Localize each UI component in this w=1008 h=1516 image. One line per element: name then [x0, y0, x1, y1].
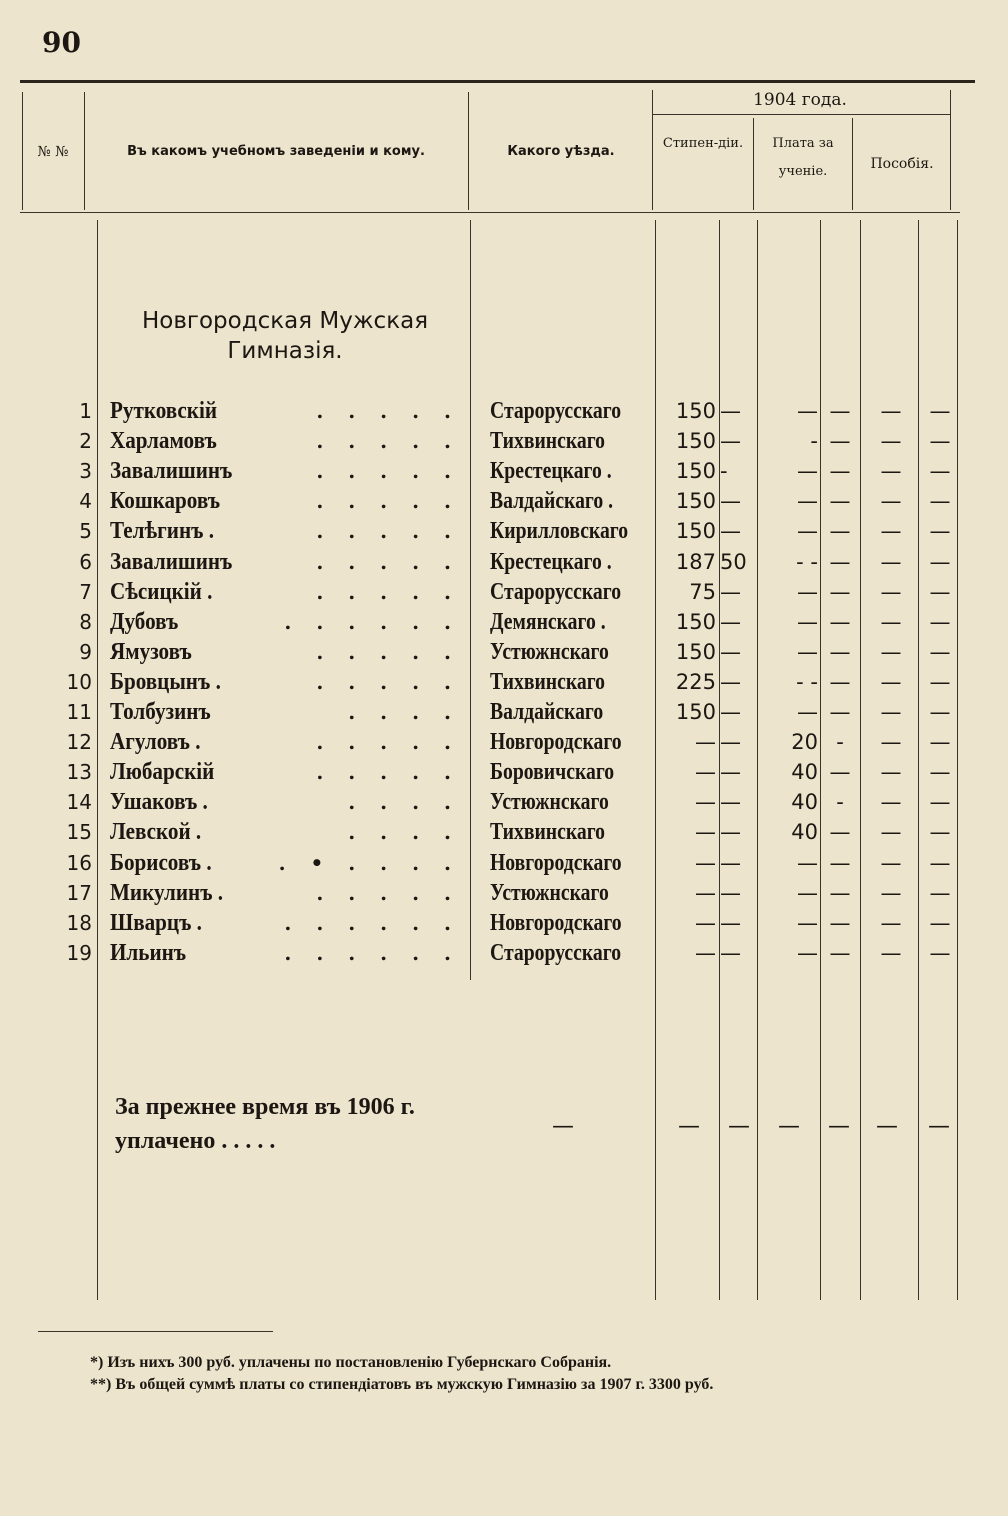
allowance-kopecks: — — [929, 489, 951, 514]
student-name: Микулинъ . — [110, 879, 224, 906]
district-name: Тихвинскаго — [490, 668, 606, 695]
district-name: Новгородскаго — [490, 909, 622, 936]
allowance-value: — — [880, 669, 902, 694]
table-top-rule — [20, 80, 975, 83]
district-name: Валдайскаго — [490, 699, 604, 725]
leader-dots: . . . . — [348, 790, 460, 815]
header-bottom-rule — [20, 212, 960, 213]
row-number: 16 — [66, 850, 92, 875]
header-num: № № — [37, 144, 69, 160]
allowance-value: — — [880, 489, 902, 514]
tuition-value: - — [810, 429, 818, 454]
allowance-kopecks: — — [929, 399, 951, 423]
header-vline — [84, 92, 85, 210]
allowance-value: — — [880, 940, 902, 965]
district-name: Устюжнскаго — [490, 879, 609, 906]
row-number: 8 — [79, 609, 92, 634]
tuition-value: — — [797, 700, 818, 724]
allowance-value: — — [880, 639, 902, 664]
section-title: Новгородская Мужская Гимназія. — [141, 308, 429, 364]
stipend-value: 150 — [675, 459, 716, 484]
tuition-value: — — [797, 519, 818, 544]
stipend-value: — — [695, 880, 716, 905]
leader-dots: . • . . . . — [278, 850, 460, 875]
stipend-kopecks: — — [720, 940, 741, 965]
leader-dots: . . . . . — [316, 489, 460, 514]
header-vline — [652, 90, 653, 210]
leader-dots: . . . . . — [316, 399, 460, 423]
table-row — [0, 787, 1008, 817]
stipend-value: 187 — [675, 549, 716, 574]
allowance-kopecks: — — [929, 820, 951, 845]
allowance-value: — — [880, 790, 902, 815]
stipend-kopecks: 50 — [720, 549, 747, 574]
student-name: Шварцъ . — [110, 909, 202, 936]
allowance-value: — — [880, 519, 902, 544]
tuition-value: 20 — [791, 730, 818, 755]
stipend-kopecks: — — [720, 880, 741, 905]
tuition-kopecks: — — [829, 700, 851, 724]
stipend-kopecks: — — [720, 790, 741, 815]
summary-district: — — [552, 1114, 574, 1139]
table-row — [0, 577, 1008, 607]
district-name: Тихвинскаго — [490, 428, 606, 455]
leader-dots: . . . . . — [316, 639, 460, 664]
tuition-value: — — [797, 940, 818, 965]
footnote-rule — [38, 1331, 273, 1332]
footnote-1: *) Изъ нихъ 300 руб. уплачены по постановленію Губернскаго Собранія. — [90, 1354, 612, 1371]
district-name: Устюжнскаго — [490, 789, 609, 816]
allowance-kopecks: — — [929, 609, 951, 634]
allowance-kopecks: — — [929, 850, 951, 875]
tuition-kopecks: — — [829, 549, 851, 574]
student-name: Телѣгинъ . — [110, 518, 214, 545]
leader-dots: . . . . — [348, 820, 460, 845]
stipend-value: — — [695, 910, 716, 935]
allowance-kopecks: — — [929, 700, 951, 724]
tuition-value: - - — [796, 549, 818, 574]
stipend-kopecks: — — [720, 489, 741, 514]
stipend-kopecks: — — [720, 609, 741, 634]
tuition-value: — — [797, 489, 818, 514]
table-row — [0, 486, 1008, 516]
district-name: Тихвинскаго — [490, 819, 606, 846]
stipend-value: — — [695, 730, 716, 755]
summary-v5: — — [876, 1114, 898, 1139]
table-row — [0, 607, 1008, 637]
stipend-kopecks: — — [720, 760, 741, 785]
allowance-kopecks: — — [929, 880, 951, 905]
page-number: 90 — [42, 26, 81, 59]
allowance-kopecks: — — [929, 459, 951, 484]
tuition-value: — — [797, 910, 818, 935]
table-row — [0, 547, 1008, 577]
stipend-kopecks: — — [720, 669, 741, 694]
district-name: Валдайскаго . — [490, 488, 614, 515]
table-row — [0, 727, 1008, 757]
leader-dots: . . . . . — [316, 669, 460, 694]
header-year-group: 1904 года. — [753, 90, 847, 110]
row-number: 17 — [66, 880, 92, 905]
stipend-value: — — [695, 820, 716, 845]
table-row — [0, 516, 1008, 546]
footnote-2: **) Въ общей суммѣ платы со стипендіатовъ въ мужскую Гимназію за 1907 г. 3300 руб. — [90, 1376, 714, 1393]
leader-dots: . . . . . — [316, 459, 460, 484]
header-vline — [468, 92, 469, 210]
header-tuition: Плата за ученіе. — [772, 136, 834, 179]
tuition-kopecks: — — [829, 940, 851, 965]
district-name: Демянскаго . — [490, 608, 606, 635]
district-name: Старорусскаго — [490, 398, 622, 424]
allowance-kopecks: — — [929, 790, 951, 815]
table-row — [0, 396, 1008, 426]
stipend-value: 150 — [675, 609, 716, 634]
stipend-kopecks: — — [720, 850, 741, 875]
leader-dots: . . . . . — [316, 880, 460, 905]
district-name: Устюжнскаго — [490, 638, 609, 665]
leader-dots: . . . . . — [316, 429, 460, 454]
stipend-kopecks: — — [720, 519, 741, 544]
stipend-value: 150 — [675, 700, 716, 724]
stipend-value: — — [695, 850, 716, 875]
allowance-value: — — [880, 880, 902, 905]
tuition-value: - - — [796, 669, 818, 694]
stipend-kopecks: — — [720, 579, 741, 604]
student-name: Любарскій — [110, 759, 215, 786]
table-row — [0, 637, 1008, 667]
summary-v2: — — [728, 1114, 750, 1139]
student-name: Ильинъ — [110, 939, 187, 966]
row-number: 18 — [66, 910, 92, 935]
leader-dots: . . . . . — [316, 519, 460, 544]
allowance-kopecks: — — [929, 669, 951, 694]
header-stipend: Стипен-діи. — [662, 136, 744, 151]
table-row — [0, 757, 1008, 787]
student-name: Завалишинъ — [110, 458, 233, 485]
tuition-kopecks: — — [829, 880, 851, 905]
allowance-kopecks: — — [929, 910, 951, 935]
header-district: Какого уѣзда. — [507, 144, 615, 159]
leader-dots: . . . . . — [316, 579, 460, 604]
stipend-kopecks: — — [720, 910, 741, 935]
tuition-value: 40 — [791, 760, 818, 785]
row-number: 15 — [66, 820, 92, 845]
student-name: Дубовъ — [110, 608, 179, 635]
tuition-kopecks: — — [829, 820, 851, 845]
table-row — [0, 697, 1008, 727]
stipend-value: 150 — [675, 399, 716, 423]
allowance-value: — — [880, 760, 902, 785]
leader-dots: . . . . . — [316, 730, 460, 755]
stipend-kopecks: — — [720, 700, 741, 724]
stipend-value: 150 — [675, 429, 716, 454]
allowance-kopecks: — — [929, 639, 951, 664]
table-row — [0, 426, 1008, 456]
stipend-value: — — [695, 790, 716, 815]
student-name: Сѣсицкій . — [110, 578, 213, 605]
stipend-kopecks: — — [720, 820, 741, 845]
tuition-value: — — [797, 639, 818, 664]
allowance-kopecks: — — [929, 519, 951, 544]
leader-dots: . . . . . . — [284, 940, 460, 965]
summary-v6: — — [928, 1114, 950, 1139]
stipend-value: 225 — [675, 669, 716, 694]
table-row — [0, 817, 1008, 847]
row-number: 11 — [66, 700, 92, 724]
district-name: Новгородскаго — [490, 729, 622, 756]
allowance-value: — — [880, 609, 902, 634]
summary-v1: — — [678, 1114, 700, 1139]
student-name: Ямузовъ — [110, 638, 192, 665]
district-name: Новгородскаго — [490, 849, 622, 876]
stipend-kopecks: - — [720, 459, 728, 484]
tuition-kopecks: — — [829, 850, 851, 875]
student-name: Борисовъ . — [110, 849, 212, 876]
stipend-value: 150 — [675, 489, 716, 514]
summary-v3: — — [778, 1114, 800, 1139]
student-name: Ушаковъ . — [110, 789, 208, 816]
row-number: 19 — [66, 940, 92, 965]
student-name: Агуловъ . — [110, 729, 201, 756]
allowance-kopecks: — — [929, 429, 951, 454]
district-name: Крестецкаго . — [490, 548, 612, 575]
allowance-value: — — [880, 730, 902, 755]
tuition-value: — — [797, 609, 818, 634]
allowance-kopecks: — — [929, 549, 951, 574]
row-number: 4 — [79, 489, 92, 514]
leader-dots: . . . . . — [316, 760, 460, 785]
row-number: 2 — [79, 429, 92, 454]
row-number: 12 — [66, 730, 92, 755]
stipend-value: — — [695, 760, 716, 785]
header-hline — [652, 114, 950, 115]
tuition-value: — — [797, 880, 818, 905]
tuition-kopecks: — — [829, 579, 851, 604]
stipend-kopecks: — — [720, 639, 741, 664]
tuition-value: — — [797, 850, 818, 875]
allowance-kopecks: — — [929, 579, 951, 604]
student-name: Левской . — [110, 819, 202, 846]
tuition-value: — — [797, 579, 818, 604]
tuition-value: — — [797, 399, 818, 423]
tuition-kopecks: — — [829, 669, 851, 694]
allowance-value: — — [880, 700, 902, 724]
table-row — [0, 456, 1008, 486]
leader-dots: . . . . . . — [284, 609, 460, 634]
row-number: 5 — [79, 519, 92, 544]
allowance-value: — — [880, 399, 902, 423]
district-name: Боровичскаго — [490, 759, 615, 786]
header-vline — [22, 92, 23, 210]
district-name: Кирилловскаго — [490, 518, 629, 545]
tuition-kopecks: — — [829, 459, 851, 484]
header-vline — [753, 118, 754, 210]
tuition-value: 40 — [791, 790, 818, 815]
row-number: 1 — [79, 399, 92, 423]
district-name: Крестецкаго . — [490, 458, 612, 485]
tuition-value: — — [797, 459, 818, 484]
summary-line-2: уплачено . . . . . — [115, 1128, 276, 1154]
row-number: 10 — [66, 669, 92, 694]
row-number: 7 — [79, 579, 92, 604]
header-institution: Въ какомъ учебномъ заведеніи и кому. — [127, 144, 425, 159]
allowance-value: — — [880, 429, 902, 454]
district-name: Старорусскаго — [490, 939, 622, 966]
tuition-kopecks: — — [829, 489, 851, 514]
allowance-value: — — [880, 549, 902, 574]
tuition-kopecks: — — [829, 639, 851, 664]
table-row — [0, 848, 1008, 878]
row-number: 6 — [79, 549, 92, 574]
student-name: Харламовъ — [110, 428, 217, 455]
allowance-value: — — [880, 910, 902, 935]
student-name: Бровцынъ . — [110, 668, 221, 695]
allowance-value: — — [880, 820, 902, 845]
allowance-value: — — [880, 579, 902, 604]
row-number: 13 — [66, 760, 92, 785]
allowance-value: — — [880, 850, 902, 875]
summary-line-1: За прежнее время въ 1906 г. — [115, 1094, 415, 1120]
stipend-kopecks: — — [720, 730, 741, 755]
row-number: 14 — [66, 790, 92, 815]
stipend-value: — — [695, 940, 716, 965]
allowance-kopecks: — — [929, 760, 951, 785]
tuition-kopecks: — — [829, 910, 851, 935]
stipend-value: 150 — [675, 519, 716, 544]
stipend-value: 75 — [689, 579, 716, 604]
student-name: Кошкаровъ — [110, 488, 221, 515]
district-name: Старорусскаго — [490, 578, 622, 605]
stipend-value: 150 — [675, 639, 716, 664]
summary-v4: — — [828, 1114, 850, 1139]
table-row — [0, 878, 1008, 908]
tuition-kopecks: — — [829, 399, 851, 423]
tuition-kopecks: — — [829, 609, 851, 634]
leader-dots: . . . . . — [316, 549, 460, 574]
leader-dots: . . . . . . — [284, 910, 460, 935]
summary-label — [115, 1090, 475, 1158]
student-name: Рутковскій — [110, 398, 218, 424]
tuition-kopecks: — — [829, 429, 851, 454]
allowance-value: — — [880, 459, 902, 484]
stipend-kopecks: — — [720, 429, 741, 454]
tuition-kopecks: - — [836, 790, 844, 815]
tuition-kopecks: — — [829, 760, 851, 785]
student-name: Завалишинъ — [110, 548, 233, 575]
tuition-value: 40 — [791, 820, 818, 845]
tuition-kopecks: - — [836, 730, 844, 755]
leader-dots: . . . . — [348, 700, 460, 724]
row-number: 9 — [79, 639, 92, 664]
student-name: Толбузинъ — [110, 699, 211, 725]
stipend-kopecks: — — [720, 399, 741, 423]
allowance-kopecks: — — [929, 730, 951, 755]
row-number: 3 — [79, 459, 92, 484]
header-vline — [950, 90, 951, 210]
header-vline — [852, 118, 853, 210]
table-row — [0, 908, 1008, 938]
allowance-kopecks: — — [929, 940, 951, 965]
tuition-kopecks: — — [829, 519, 851, 544]
table-row — [0, 938, 1008, 968]
table-row — [0, 667, 1008, 697]
header-allowance: Пособія. — [870, 156, 934, 172]
